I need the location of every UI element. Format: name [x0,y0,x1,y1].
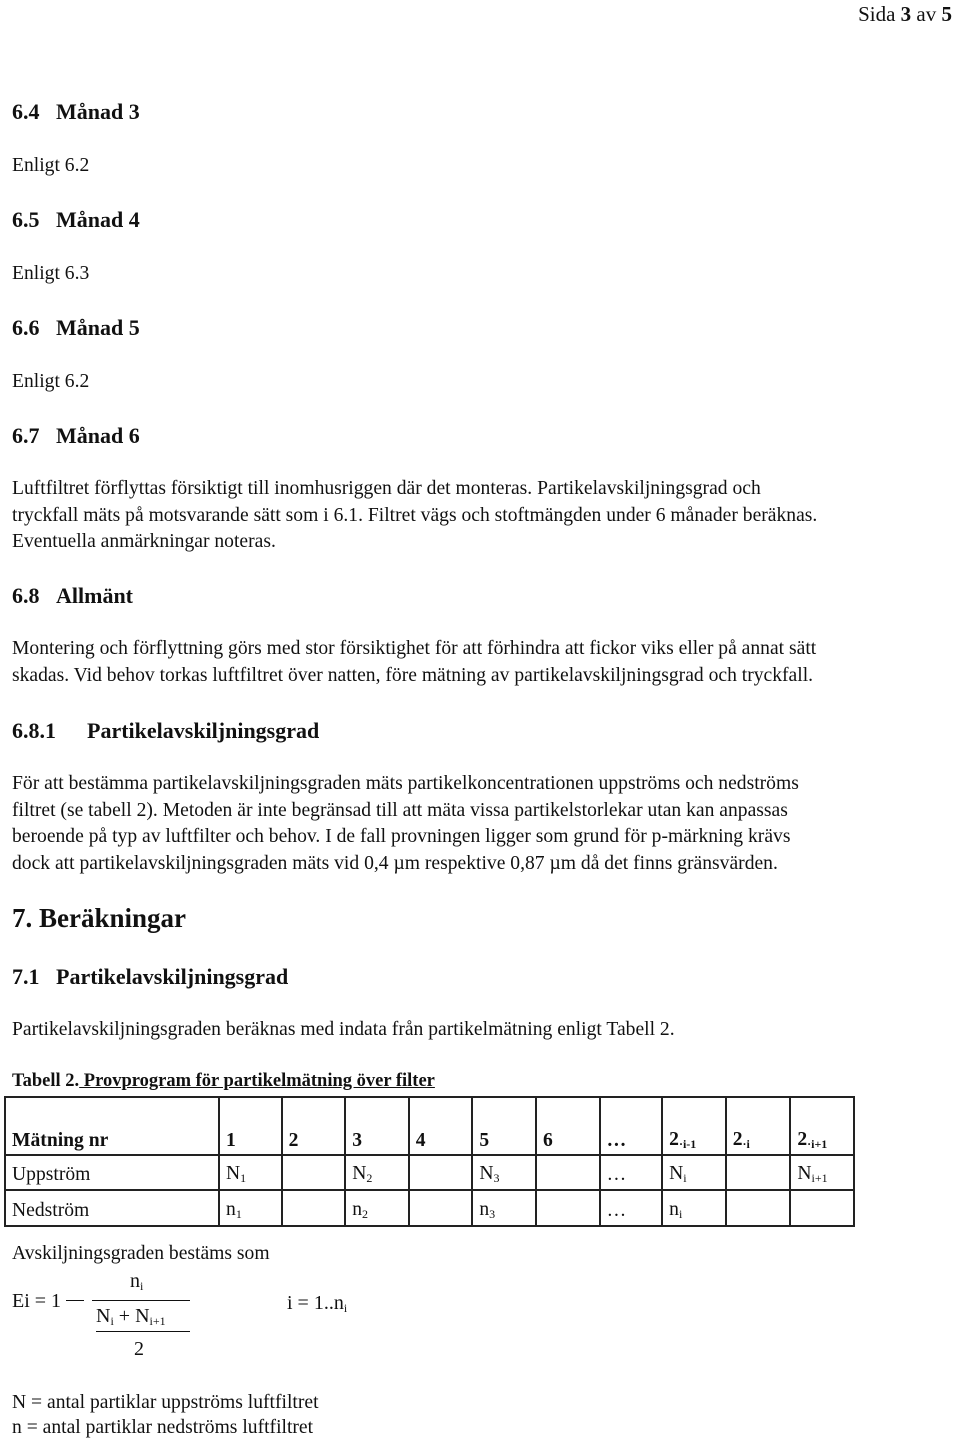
table-cell: … [600,1190,663,1226]
text-7-1: Partikelavskiljningsgraden beräknas med indata från partikelmätning enligt Tabell 2. [12,1019,675,1040]
table-cell: $n_i$ [662,1190,726,1226]
paragraph-line: För att bestämma partikelavskiljningsgraden mäts partikelkoncentrationen uppströms och nedströms [12,773,799,794]
table-cell: $N_{i+1}$ [790,1155,854,1190]
paragraph-line: Luftfiltret förflyttas försiktigt till inomhusriggen där det monteras. Partikelavskiljningsgrad och [12,478,761,499]
table-cell: … [600,1097,663,1155]
table-cell: 1 [219,1097,282,1155]
heading-7-1: 7.1 Partikelavskiljningsgrad [12,964,289,989]
formula-lhs: Ei = 1 [12,1290,84,1313]
table-cell: 4 [409,1097,473,1155]
measurement-table [4,1096,855,1227]
definition-upstream: N = antal partiklar uppströms luftfiltret [12,1392,319,1413]
table-cell [536,1155,600,1190]
table-cell: $N_1$ [219,1155,282,1190]
paragraph-line: skadas. Vid behov torkas luftfiltret över natten, före mätning av partikelavskiljningsgrad och tryckfall. [12,664,814,686]
definition-downstream: n = antal partiklar nedströms luftfiltret [12,1417,314,1438]
formula-divisor: 2 [134,1338,144,1360]
paragraph-6-8-1 [12,771,957,877]
paragraph-6-8 [12,636,957,689]
paragraph-line: Montering och förflyttning görs med stor försiktighet för att förhindra att fickor viks eller på annat sätt [12,638,817,659]
table-cell [409,1190,473,1226]
table-cell: 6 [536,1097,600,1155]
heading-6-8-1: 6.8.1 Partikelavskiljningsgrad [12,718,320,743]
table-cell: $N_i$ [662,1155,726,1190]
table-cell [536,1190,600,1226]
table-cell: … [600,1155,663,1190]
heading-6-4: 6.4 Månad 3 [12,99,140,124]
table-row-downstream [5,1190,854,1226]
table-caption: Tabell 2. Provprogram för partikelmätning över filter [12,1071,435,1091]
text-6-6: Enligt 6.2 [12,371,90,392]
table-cell [726,1155,791,1190]
table-cell: Uppström [5,1155,219,1190]
fraction-bar [92,1300,190,1301]
table-cell: $n_2$ [345,1190,409,1226]
table-cell: $N_2$ [345,1155,409,1190]
paragraph-line: beroende på typ av luftfilter och behov. I de fall provningen ligger som grund för p-märkning krävs [12,826,791,847]
table-cell: $n_3$ [472,1190,536,1226]
table-cell [790,1190,854,1226]
paragraph-6-7 [12,476,957,556]
table-cell: 5 [472,1097,536,1155]
paragraph-line: tryckfall mäts på motsvarande sätt som i 6.1. Filtret vägs och stoftmängden under 6 månader beräknas. [12,504,818,526]
formula-numerator: ni [130,1270,144,1293]
table-cell: Mätning nr [5,1097,219,1155]
table-cell: 2 [282,1097,346,1155]
page-number: Sida 3 av 5 [858,2,952,26]
table-cell [726,1190,791,1226]
table-cell [409,1155,473,1190]
table-cell: $2_{\cdot i}$ [726,1097,791,1155]
formula-intro: Avskiljningsgraden bestäms som [12,1243,270,1264]
heading-6-6: 6.6 Månad 5 [12,315,140,340]
table-cell [282,1155,346,1190]
table-row-upstream [5,1155,854,1190]
text-6-5: Enligt 6.3 [12,263,90,284]
table-cell: Nedström [5,1190,219,1226]
paragraph-line: Eventuella anmärkningar noteras. [12,531,276,552]
table-cell: $2_{\cdot i+1}$ [790,1097,854,1155]
heading-7: 7. Beräkningar [12,903,187,933]
paragraph-line: filtret (se tabell 2). Metoden är inte begränsad till att mäta vissa partikelstorlekar utan kan anpassas [12,799,788,821]
heading-6-8: 6.8 Allmänt [12,583,133,608]
paragraph-line: dock att partikelavskiljningsgraden mäts vid 0,4 µm respektive 0,87 µm då det finns gränsvärden. [12,852,778,874]
text-6-4: Enligt 6.2 [12,155,90,176]
fraction-inner-bar [96,1331,190,1332]
table-cell: $N_3$ [472,1155,536,1190]
formula-range: i = 1..ni [287,1292,348,1315]
table-cell: $n_1$ [219,1190,282,1226]
heading-6-5: 6.5 Månad 4 [12,207,140,232]
heading-6-7: 6.7 Månad 6 [12,423,140,448]
table-cell [282,1190,346,1226]
table-cell: $2_{\cdot i-1}$ [662,1097,726,1155]
table-cell: 3 [345,1097,409,1155]
formula-denominator: Ni + Ni+1 [96,1305,166,1328]
table-header-row [5,1097,854,1155]
